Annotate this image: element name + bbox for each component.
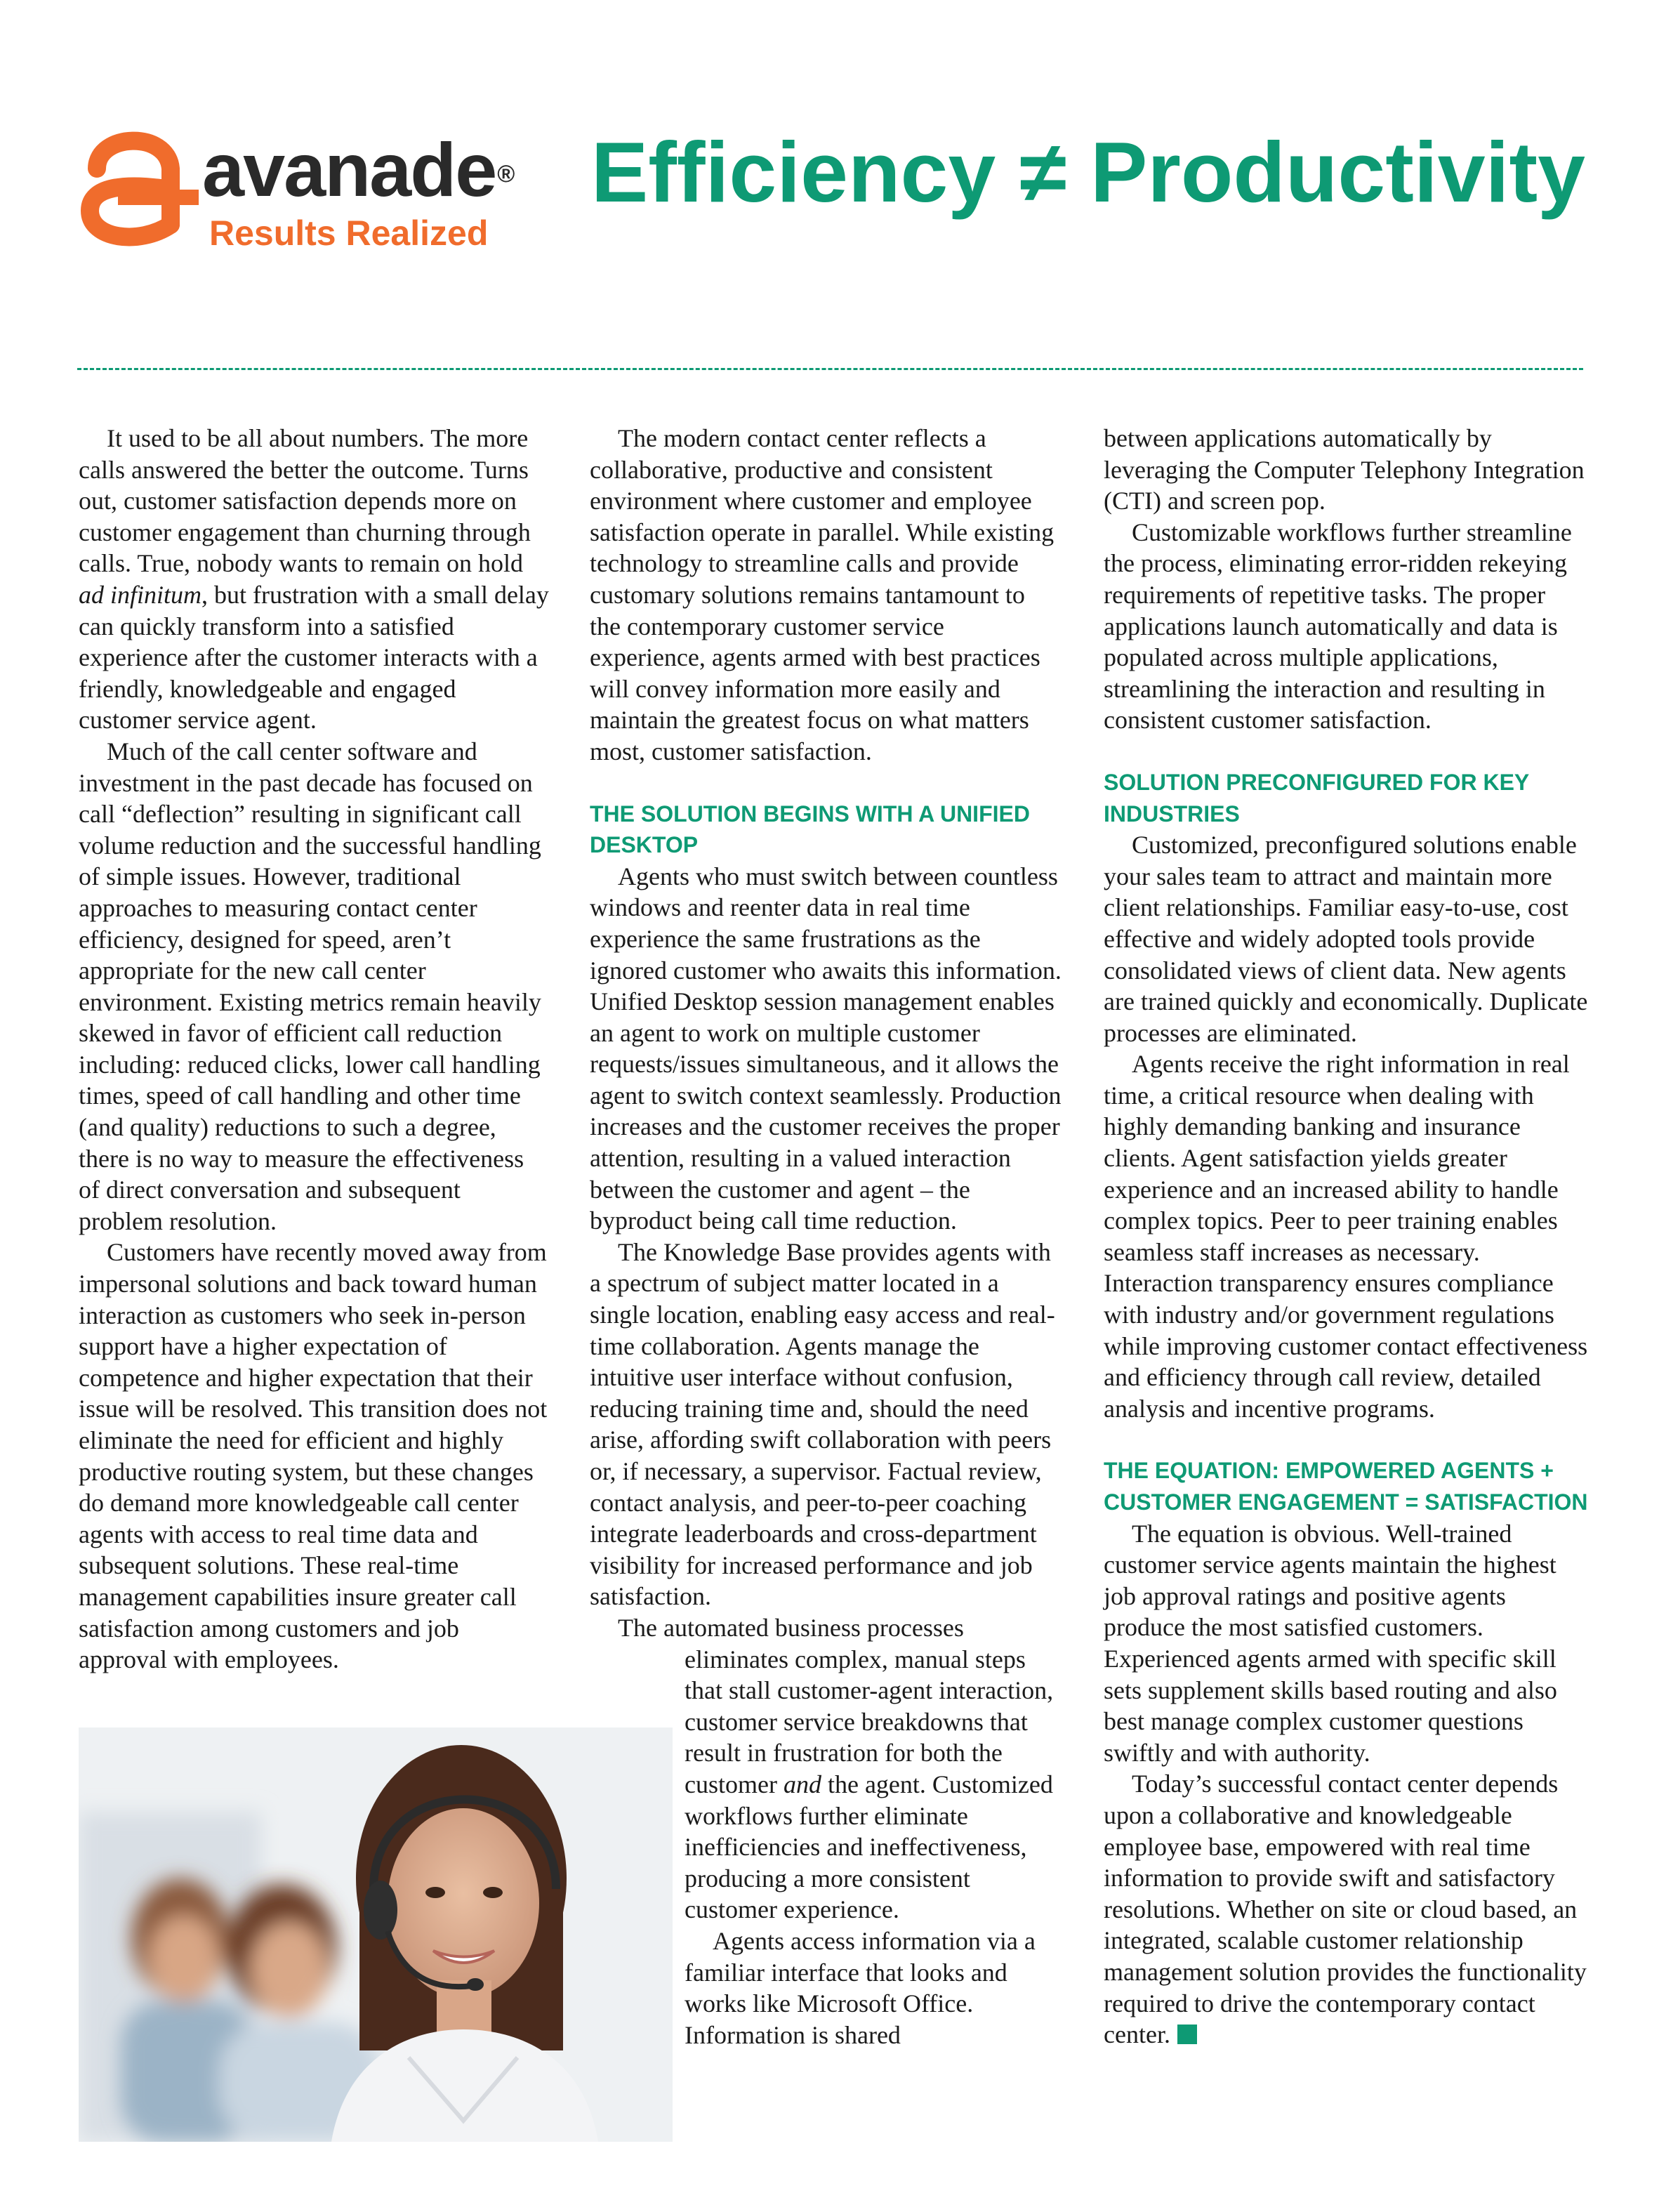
c3-heading-equation: THE EQUATION: EMPOWERED AGENTS + CUSTOMER ENGAGEMENT = SATISFACTION [1104, 1458, 1588, 1515]
c3-paragraph-3: Customized, preconfigured solutions enable your sales team to attract and maintain more client relationships. Familiar easy-to-use, cost effective and widely adopted tools provide consolidated views of client data. New agents are trained quickly and economically. Duplicate processes are eliminated. [1104, 831, 1588, 1047]
registered-mark: ® [497, 161, 514, 187]
logo-tagline: Results Realized [209, 213, 489, 253]
logo-word-text: avanade [202, 127, 496, 212]
c2-paragraph-1: The modern contact center reflects a collaborative, productive and consistent environment where customer and employee satisfaction operate in parallel. While existing technology to streamline calls and provide customary solutions remains tantamount to the contemporary customer service experience, agents armed with best practices will convey information more easily and maintain the greatest focus on what matters most, customer satisfaction. [590, 424, 1055, 765]
c3-paragraph-6-text: Today’s successful contact center depends upon a collaborative and knowledgeable employee base, empowered with real time information to provide swift and satisfactory resolutions. Whether on site or cloud based, an integrated, scalable customer relationship management solution provides the functionality required to drive the contemporary contact center. [1104, 1770, 1587, 2049]
column-1 [79, 423, 550, 1676]
c2-paragraph-4-lead: The automated business processes [618, 1613, 964, 1642]
header-divider [77, 368, 1583, 370]
c2-paragraph-2: Agents who must switch between countless windows and reenter data in real time experience the same frustrations as the ignored customer who awaits this information. Unified Desktop session management enables an agent to work on multiple customer requests/issues simultaneous, and it allows the agent to switch context seamlessly. Production increases and the customer receives the proper attention, resulting in a valued interaction between the customer and agent – the byproduct being call time reduction. [590, 862, 1062, 1235]
agent-photo [79, 1727, 673, 2142]
column-2 [590, 423, 1062, 2050]
c2-paragraph-3: The Knowledge Base provides agents with a spectrum of subject matter located in a single location, enabling easy access and real-time collaboration. Agents manage the intuitive user interface without confusion, reducing training time and, should the need arise, affording swift collaboration with peers or, if necessary, a supervisor. Factual review, contact analysis, and peer-to-peer coaching integrate leaderboards and cross-department visibility for increased performance and job satisfaction. [590, 1237, 1055, 1611]
c3-paragraph-4: Agents receive the right information in real time, a critical resource when dealing with highly demanding banking and insurance clients. Agent satisfaction yields greater experience and an increased ability to handle complex topics. Peer to peer training enables seamless staff increases as necessary. Interaction transparency ensures compliance with industry and/or government regulations while improving customer contact effectiveness and efficiency through call review, detailed analysis and incentive programs. [1104, 1050, 1588, 1423]
c3-paragraph-2: Customizable workflows further streamline the process, eliminating error-ridden rekeying requirements of repetitive tasks. The proper applications launch automatically and data is populated across multiple applications, streamlining the interaction and resulting in consistent customer satisfaction. [1104, 518, 1572, 735]
c2-heading-unified-desktop: THE SOLUTION BEGINS WITH A UNIFIED DESKTOP [590, 801, 1030, 858]
logo-wordmark [202, 128, 513, 212]
agent-headset-image [79, 1727, 673, 2142]
c2-paragraph-5: Agents access information via a familiar interface that looks and works like Microsoft Office. Information is shared [685, 1926, 1036, 2049]
c1-paragraph-3: Customers have recently moved away from impersonal solutions and back toward human interaction as customers who seek in-person support have a higher expectation of competence and higher expectation that their issue will be resolved. This transition does not eliminate the need for efficient and highly productive routing system, but these changes do demand more knowledgeable call center agents with access to real time data and subsequent solutions. These real-time management capabilities insure greater call satisfaction among customers and job approval with employees. [79, 1238, 548, 1674]
c3-paragraph-1: between applications automatically by leveraging the Computer Telephony Integration (CTI) and screen pop. [1104, 424, 1585, 515]
avanade-logo [76, 119, 567, 260]
c1-paragraph-1: It used to be all about numbers. The more calls answered the better the outcome. Turns out, customer satisfaction depends more on customer engagement than churning through calls. True, nobody wants to remain on hold ad infinitum, but frustration with a small delay can quickly transform into a satisfied experience after the customer interacts with a friendly, knowledgeable and engaged customer service agent. [79, 424, 549, 735]
page-title: Efficiency ≠ Productivity [590, 124, 1585, 220]
c2-wrapped-text [590, 1644, 1062, 2051]
c1-paragraph-2: Much of the call center software and investment in the past decade has focused on call “deflection” resulting in significant call volume reduction and the successful handling of simple issues. However, traditional approaches to measuring contact center efficiency, designed for speed, aren’t appropriate for the new call center environment. Existing metrics remain heavily skewed in favor of efficient call reduction including: reduced clicks, lower call handling times, speed of call handling and other time (and quality) reductions to such a degree, there is no way to measure the effectiveness of direct conversation and subsequent problem resolution. [79, 737, 541, 1235]
avanade-logo-icon [76, 119, 202, 253]
c3-heading-key-industries: SOLUTION PRECONFIGURED FOR KEY INDUSTRIES [1104, 769, 1529, 827]
c2-paragraph-4-rest: eliminates complex, manual steps that stall customer-agent interaction, customer service breakdowns that result in frustration for both the customer and the agent. Customized workflows further eliminate inefficiencies and ineffectiveness, producing a more consistent customer experience. [685, 1645, 1054, 1924]
c3-paragraph-6 [1104, 1768, 1588, 2050]
end-of-article-mark [1177, 2025, 1197, 2044]
column-3 [1104, 423, 1588, 2050]
c3-paragraph-5: The equation is obvious. Well-trained customer service agents maintain the highest job approval ratings and positive agents produce the most satisfied customers. Experienced agents armed with specific skill sets supplement skills based routing and also best manage complex customer questions swiftly and with authority. [1104, 1519, 1557, 1767]
